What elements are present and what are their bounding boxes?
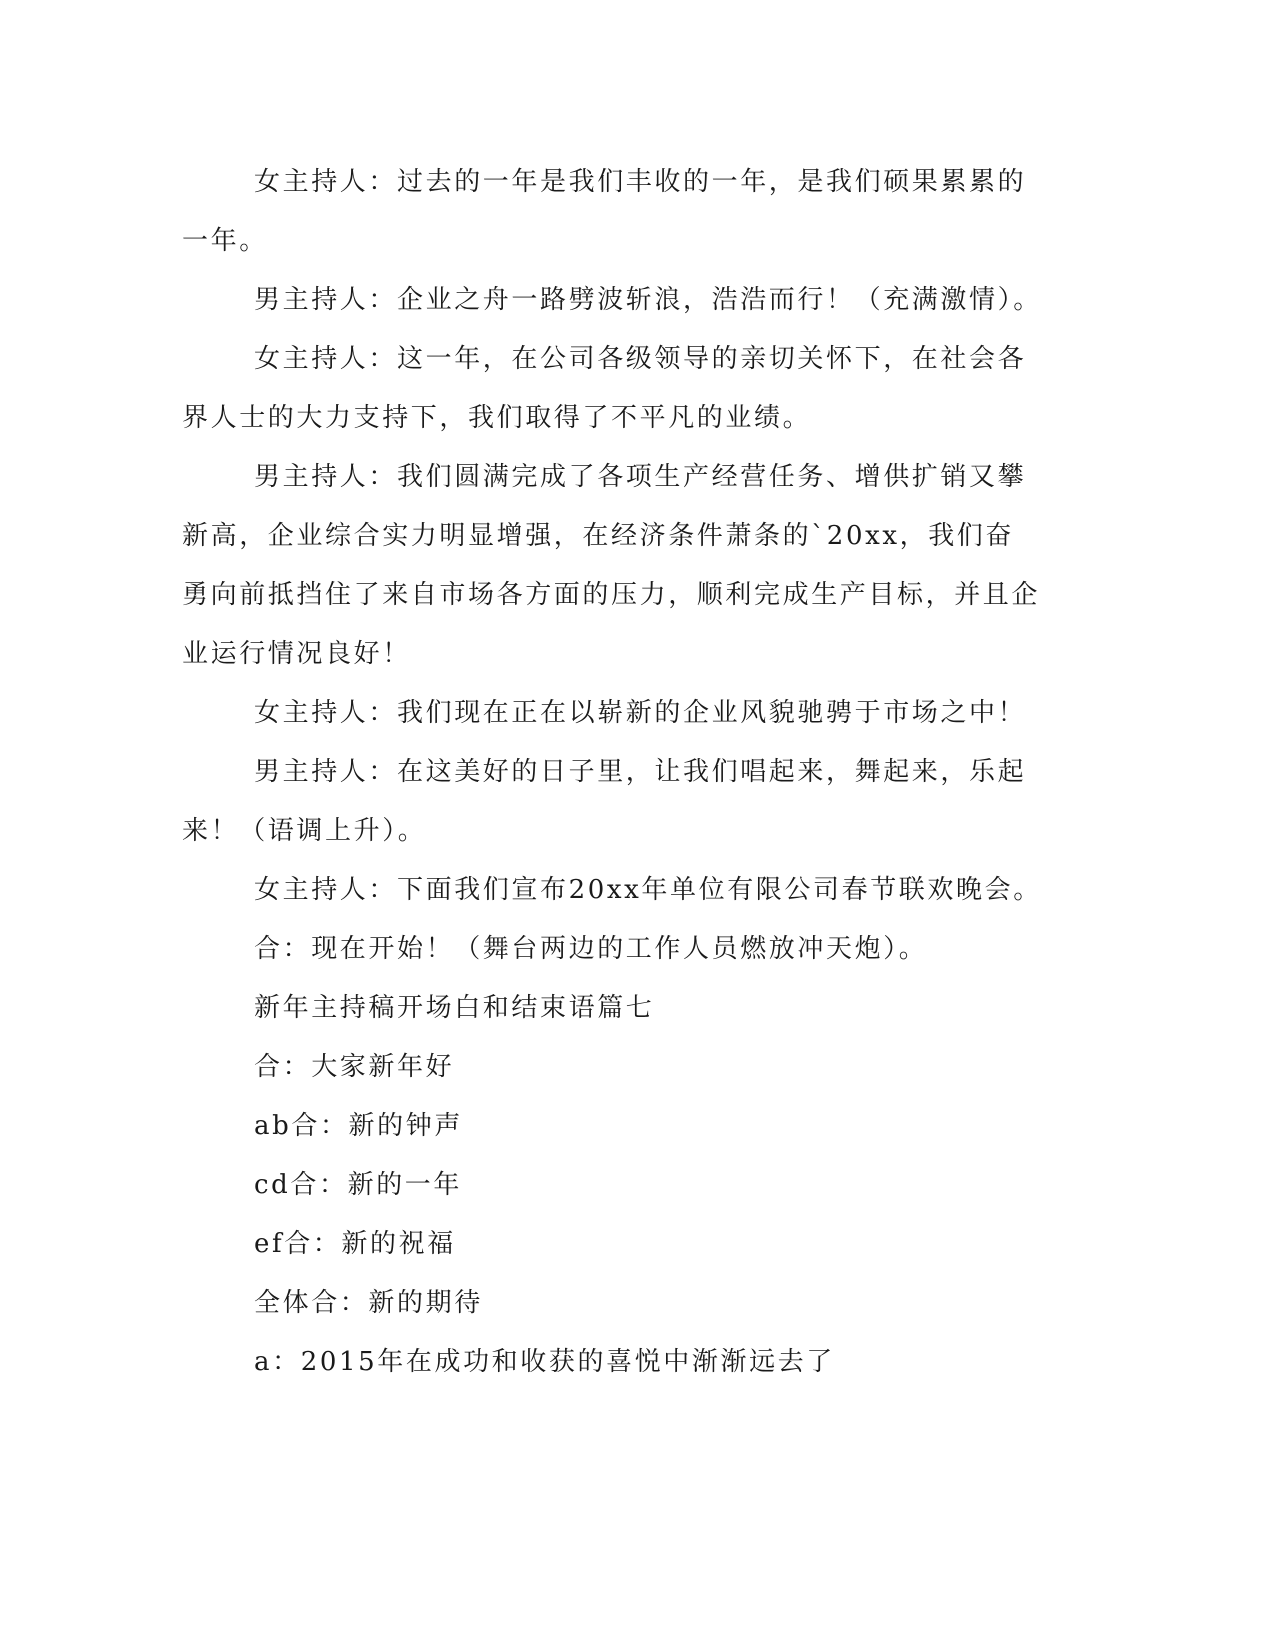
paragraph: 男主持人：我们圆满完成了各项生产经营任务、增供扩销又攀新高，企业综合实力明显增强，在经济条件萧条的`20xx，我们奋勇向前抵挡住了来自市场各方面的压力，顺利完成生产目标，并且企业运行情况良好！ [182, 462, 1041, 669]
paragraph: ab合：新的钟声 [254, 1111, 463, 1141]
paragraph: 女主持人：下面我们宣布20xx年单位有限公司春节联欢晚会。 [254, 875, 1042, 905]
paragraph: 合：大家新年好 [254, 1052, 455, 1082]
paragraph: 合：现在开始！（舞台两边的工作人员燃放冲天炮）。 [254, 934, 928, 964]
paragraph: 男主持人：企业之舟一路劈波斩浪，浩浩而行！（充满激情）。 [254, 285, 1042, 315]
paragraph: 女主持人：我们现在正在以崭新的企业风貌驰骋于市场之中！ [254, 698, 1027, 728]
paragraph: 全体合：新的期待 [254, 1288, 483, 1318]
paragraph: ef合：新的祝福 [254, 1229, 456, 1259]
paragraph: a：2015年在成功和收获的喜悦中渐渐远去了 [254, 1347, 835, 1377]
paragraph: 女主持人：这一年，在公司各级领导的亲切关怀下，在社会各界人士的大力支持下，我们取得了不平凡的业绩。 [182, 344, 1027, 433]
paragraph: cd合：新的一年 [254, 1170, 463, 1200]
paragraph: 男主持人：在这美好的日子里，让我们唱起来，舞起来，乐起来！（语调上升）。 [182, 757, 1027, 846]
section-heading: 新年主持稿开场白和结束语篇七 [254, 993, 655, 1023]
paragraph: 女主持人：过去的一年是我们丰收的一年，是我们硕果累累的一年。 [182, 167, 1027, 256]
